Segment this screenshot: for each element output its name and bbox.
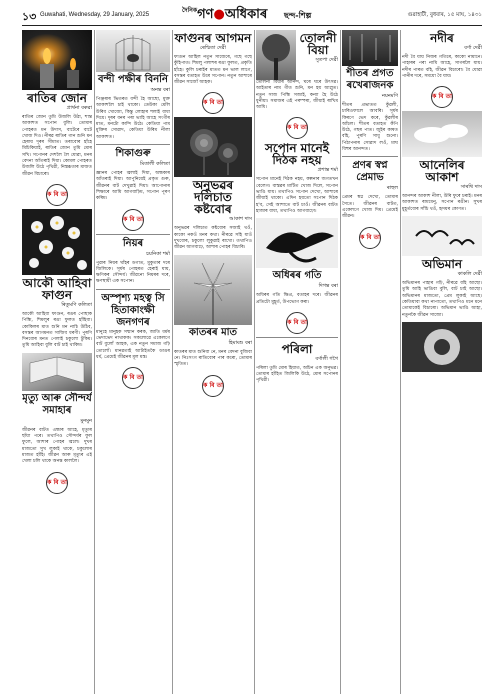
kobita-badge: ক বি তা — [286, 117, 308, 139]
poem-text: জ্ঞানৰ পোহৰ জ্বলাই দিয়া, অন্ধকাৰ আঁতৰাই দিয়া। আপুনিয়েই প্ৰকৃত গুৰু, জীৱনৰ বাট দেখুৱাই দিয়া। আপোনাৰ শিক্ষাৰে আমি আগবাঢ়িম, সপোন পূৰণ কৰিম। — [96, 171, 170, 202]
poem-text: পুৱাৰ নিয়ৰ ঘাঁহৰ ডগাত, মুকুতাৰ দৰে জিলিকে। সূৰ্যৰ পোহৰত হেৰাই যায়, ক্ষণিকৰ সৌন্দৰ্য। জীৱনো নিয়ৰৰ দৰে, ক্ষণস্থায়ী এক সপোন। — [96, 260, 170, 285]
kobita-badge: ক বি তা — [359, 227, 381, 249]
date-assamese: গুৱাহাটী, বুধবাৰ, ১৫ মাঘ, ১৪৩১ — [407, 12, 482, 18]
kobita-badge: ক বি তা — [46, 472, 68, 494]
poem-title: ৰাতিৰ জোন — [27, 91, 87, 105]
cloud-icon — [402, 111, 482, 157]
poem-title: নদীৰ — [430, 31, 454, 45]
masthead: $^{দৈনিক}$গণ●অধিকাৰ — [182, 7, 268, 22]
poem-author: দিগন্ত বৰা — [318, 283, 338, 290]
tree-icon — [256, 30, 296, 80]
crow-photo — [256, 218, 338, 268]
sky-photo — [402, 111, 482, 157]
poem-text: অনুভৱৰ দলিচাত কষ্টবোৰ সজাই থওঁ, কাকো নকওঁ মনৰ কথা। নীৰৱে সহি যাওঁ দুখবোৰ, চকুলো লুকুৱাই ৰাখো। তথাপিও জীৱন আগবাঢ়ে, আশাৰ পোহৰ বিচাৰি। — [174, 226, 252, 251]
poem-author: বৰ্ণা দেৱী — [464, 45, 482, 51]
poem-text: নদী বৈ যায় নিজৰ গতিৰে, কাকো নামানে। পাহাৰৰ পৰা নামি আহে, সাগৰলৈ যায়। নদীৰ পাৰত বহি, জীৱন বিচাৰো। বৈ যোৱা পানীৰ দৰে, সময়ো বৈ যায়। — [402, 55, 482, 79]
poem-text: সপোন মানেই দিঠক নহয়, কল্পনাৰ জগতখন বেলেগ। বাস্তৱৰ মাটিত খোজ দিলে, সপোন ভাঙি যায়। তথাপিও সপোন দেখো, আশাৰে জীয়াই থাকো। এদিন হয়তো সপোন দিঠক হ'ব, সেই আশাতে বাট চাওঁ। জীৱনৰ বাটত হাজাৰ বাধা, তথাপিও আগবাঢ়ো। — [256, 177, 338, 214]
column-5 — [342, 30, 398, 694]
bird-cage-photo — [96, 30, 170, 72]
poem-title: নিয়ৰ — [122, 237, 144, 249]
crow-icon — [256, 218, 338, 268]
page-number: ১৩ — [22, 10, 37, 23]
poem-text: পিঞ্জৰাৰ ভিতৰত বন্দী হৈ আছো, মুক্ত আকাশলৈ চাই থাকো। ডেউকা মেলি উৰিব খোজো, কিন্তু লোহাৰ শলাই বাধা দিয়ে। দূৰৰ বনৰ পৰা ভাহি আহে সংগীৰ মাত, মনটো কান্দি উঠে। কেতিয়া পাম মুক্তিৰ সোৱাদ, কেতিয়া উৰিম নীলা আকাশত। — [96, 97, 170, 140]
column-6 — [402, 30, 482, 694]
poem-author: মিতালী কলিতা — [139, 161, 170, 168]
poem-title: তোলনী বিয়া — [299, 31, 337, 57]
frost-photo — [342, 30, 398, 66]
rose-icon — [174, 117, 252, 177]
kobita-badge: ক বি তা — [122, 367, 144, 389]
poem-author: মুনমুন — [80, 417, 92, 424]
book-photo — [22, 353, 92, 391]
flower-icon — [22, 209, 92, 275]
poem-text: অধিৰৰ গতি ক্ষিপ্ৰ, বতাহৰ দৰে। জীৱনৰ প্ৰতিটো মুহূৰ্ত, উপভোগ কৰা। — [256, 293, 338, 305]
kobita-badge: ক বি তা — [46, 184, 68, 206]
poem-title: আনেলিৰ আকাশ — [419, 158, 465, 185]
kobita-badge: ক বি তা — [431, 86, 453, 108]
kobita-badge: ক বি তা — [122, 209, 144, 231]
snow-icon — [342, 30, 398, 66]
tree-photo — [256, 30, 296, 80]
rose-photo — [174, 117, 252, 177]
column-3 — [174, 30, 252, 694]
date-english: Guwahati, Wednesday, 29 January, 2025 — [40, 12, 150, 18]
poem-title: শীতৰ প্ৰগত ৰখেৰাজনক — [346, 68, 394, 91]
bird-icon — [96, 30, 170, 72]
poem-author: ৰিতুমণি কলিতা — [61, 301, 92, 308]
poem-text: আকৌ আহিবা ফাগুন, ৰঙৰ পোছাক পিন্ধি, শিমলুৰ ৰঙা ফুলত হাঁহিবা। কোকিলৰ মাত শুনি মন নাচি উঠিব, বসন্তৰ আগমনত সাজিব ধৰণী। পুৰণি দিনবোৰ মনত পেলাই চকুলো টুকিম। তুমি আহিবা বুলি বাট চাই থাকিম। — [22, 311, 92, 349]
poem-author: ৰাহুল — [386, 185, 398, 192]
kobita-badge: ক বি তা — [286, 312, 308, 334]
poem-text: কাতৰৰ মাত শুনিবা নে, মনৰ বেদনা বুজিবা নে। নিঃসংগ ৰাতিবোৰ পাৰ কৰো, তোমাৰ স্মৃতিত। — [174, 349, 252, 368]
lily-photo — [174, 255, 252, 325]
poem-text: তোলনী বিয়াৰ আনন্দ, ঘৰে ঘৰে উৎসৱ। আইতাৰ নাম গীত শুনি, মন হয় আপ্লুত। নতুন সাজ পিন্ধি সজাই, কন্যা হৈ উঠে ধুনীয়া। সমাজৰ এই পৰম্পৰা, জীয়াই ৰাখিম আমি। — [256, 80, 338, 111]
page-header — [22, 4, 482, 26]
poem-author: সাৰথি দাস — [460, 184, 482, 191]
column-4 — [256, 30, 338, 694]
poem-author: অনন্ত বৰা — [150, 87, 170, 93]
poem-text: শীতৰ প্ৰভাতত কুঁৱলী, চাৰিওফালে আবৰি। সূৰ্যৰ কিৰণে ভেদ কৰে, কুঁৱলীৰ আঁচল। শীতৰ বতাহত কঁপি উঠে, গছৰ পাত। জুইৰ কাষত বহি, পুৰণি সাধু শুনো। পিঠাপনাৰ সোৱাদ লওঁ, মাঘ বিহুৰ আনন্দত। — [342, 103, 398, 153]
sunflower-photo — [402, 322, 482, 372]
poem-title: অধিৰৰ গতি — [272, 270, 322, 282]
poem-text: পৰিলা তুমি মোৰ হিয়াত, অচিন এক অনুভৱ। তোমাৰ হাঁহিত জিলিকি উঠে, মোৰ সপোনৰ পৃথিৱী। — [256, 365, 338, 384]
poem-author: নয়নমণি — [381, 93, 398, 99]
poem-author: প্ৰশান্ত শৰ্মা — [317, 167, 338, 174]
poem-text: আনন্দৰ আকাশ নীলা, উৰি ফুৰে চৰাই। মনৰ আকাশত ৰামধেনু, সপোন ৰঙীন। সুখৰ মুহূৰ্তবোৰ সাঁচি থওঁ, হৃদয়ৰ কোণত। — [402, 194, 482, 212]
poem-text: অভিমানৰ পাহাৰ গঢ়ি, নীৰৱে বহি আছো। তুমি আহি ভাঙিবা বুলি, বাট চাই আছো। অভিমানৰ মাজতো, প্ৰেম লুকাই আছে। কেতিয়াবা কথা নাপাতো, তথাপিও মনে মনে তোমাকেই বিচাৰো। অভিমান ভাঙি আহা, নতুনকৈ জীৱন সাজো। — [402, 281, 482, 318]
kobita-badge: ক বি তা — [202, 92, 224, 114]
poem-author: প্ৰাৰ্থনা বৰুৱা — [66, 105, 92, 111]
poem-title: প্ৰণৰ স্বপ্ন প্ৰেমাভ — [352, 160, 388, 184]
sunflower-icon — [402, 322, 482, 372]
poem-author: সুতপা দেৱী — [315, 57, 338, 63]
poem-title: শিকাগুৰু — [115, 148, 151, 160]
poem-text: প্ৰেমৰ স্বপ্ন দেখো, তোমাৰ সৈতে। জীৱনৰ বাটত, একেলগে খোজ দিম। প্ৰেমেই জীৱন। — [342, 195, 398, 220]
book-icon — [22, 353, 92, 391]
poem-author: কাকলি দেৱী — [457, 271, 482, 278]
lily-icon — [174, 255, 252, 325]
poem-title: বন্দী পক্ষীৰ বিননি — [97, 74, 169, 85]
poem-title: ফাগুনৰ আগমন — [174, 31, 252, 45]
poem-title: অভিমান — [421, 257, 463, 272]
poem-author: ৰেশ্মিতা দেৱী — [200, 45, 226, 51]
poem-text: মানুহে মানুহক সন্মান কৰক, জাতি ধৰ্মৰ ভেদাভেদ নাথাকক। সকলোৱে একেলগে বাট বুলোঁ আহক, এক নতুন সমাজ গঢ়ি তোলোঁ। মানৱতাই আটাইতকৈ ডাঙৰ ধৰ্ম, প্ৰেমেই জীৱনৰ মূল মন্ত্ৰ। — [96, 329, 170, 360]
poem-author: বৰ্ণালী গগৈ — [315, 355, 338, 362]
poem-title: মৃত্যু আৰু সৌন্দৰ্য সমাহাৰ — [22, 392, 92, 416]
candle-photo — [22, 30, 92, 90]
birds-photo — [402, 216, 482, 256]
candle-icon — [22, 30, 92, 90]
kobita-badge: ক বি তা — [202, 375, 224, 397]
poem-author: চয়নিকা শৰ্মা — [146, 250, 170, 257]
column-1 — [22, 30, 92, 694]
poem-text: জীৱনৰ বাটত এন্ধাৰ আহে, মৃত্যুৰ ছাঁয়া পৰে। তথাপিও সৌন্দৰ্যৰ ফুল ফুলে, আশাৰ পোহৰ জ্বলে। দুখৰ মাজতো সুখ লুকাই থাকে, চকুলোৰ মাজত হাঁহি। জীৱন আৰু মৃত্যুৰ এই খেলা চলি থাকে অনন্ত কাললৈ। — [22, 427, 92, 465]
poem-author: আকাশ দাস — [229, 216, 252, 223]
poem-title: আকৌ আহিবা ফাগুন — [22, 275, 92, 302]
poem-title: অনুভৱৰ দলিচাত কষ্টবোৰ — [192, 178, 234, 217]
poem-title: অস্পৃশ্য মহত্ব সি হিতাকাংক্ষী জনগণৰ — [101, 292, 165, 328]
poem-text: ফাগুন আহিল নতুন সাজেৰে, গছে গছে কুঁহিপাত। শিমলু পলাশৰ ৰঙা ফুলত, প্ৰকৃতি হাঁহে। কুলি চৰাইৰ মাতত মন ভাল লাগে, বসন্তৰ বতাহত উৰে সপোন। নতুন আশাৰে জীৱন সাজোঁ আহক। — [174, 55, 252, 86]
poem-title: পৰিলা — [281, 341, 313, 356]
poem-text: ৰাতিৰ জোন তুমি উজলি উঠা, শান্ত আকাশত সপোন বুলি। তোমাৰ পোহৰত মন উদাস, বাটেৰে বাটে খোজ দিও। নীৰৱ ৰাতিৰ গান শুনি মন হেৰায় দূৰৰ সীমাত। তৰাবোৰ হাঁহে মিচিকিয়াই, ৰাতিৰ জোন তুমি মোৰ সখি। সপোনৰ দেশলৈ লৈ যোৱা, মনৰ বেদনা আঁতৰাই দিয়া। কোমল পোহৰত উজলি উঠে পৃথিৱী, নিস্তব্ধতাৰ মাজত জীৱন বিচাৰো। — [22, 115, 92, 177]
poem-title: কাতৰৰ মাত — [188, 326, 238, 338]
poem-author: হিমাংশু বৰা — [228, 339, 252, 346]
poem-title: সপোন মানেই দিঠক নহয় — [264, 141, 330, 168]
column-2 — [96, 30, 170, 694]
bird-icon — [402, 216, 482, 256]
section-title: ছন্দ-শিল্প — [284, 11, 312, 20]
flower-photo — [22, 209, 92, 275]
